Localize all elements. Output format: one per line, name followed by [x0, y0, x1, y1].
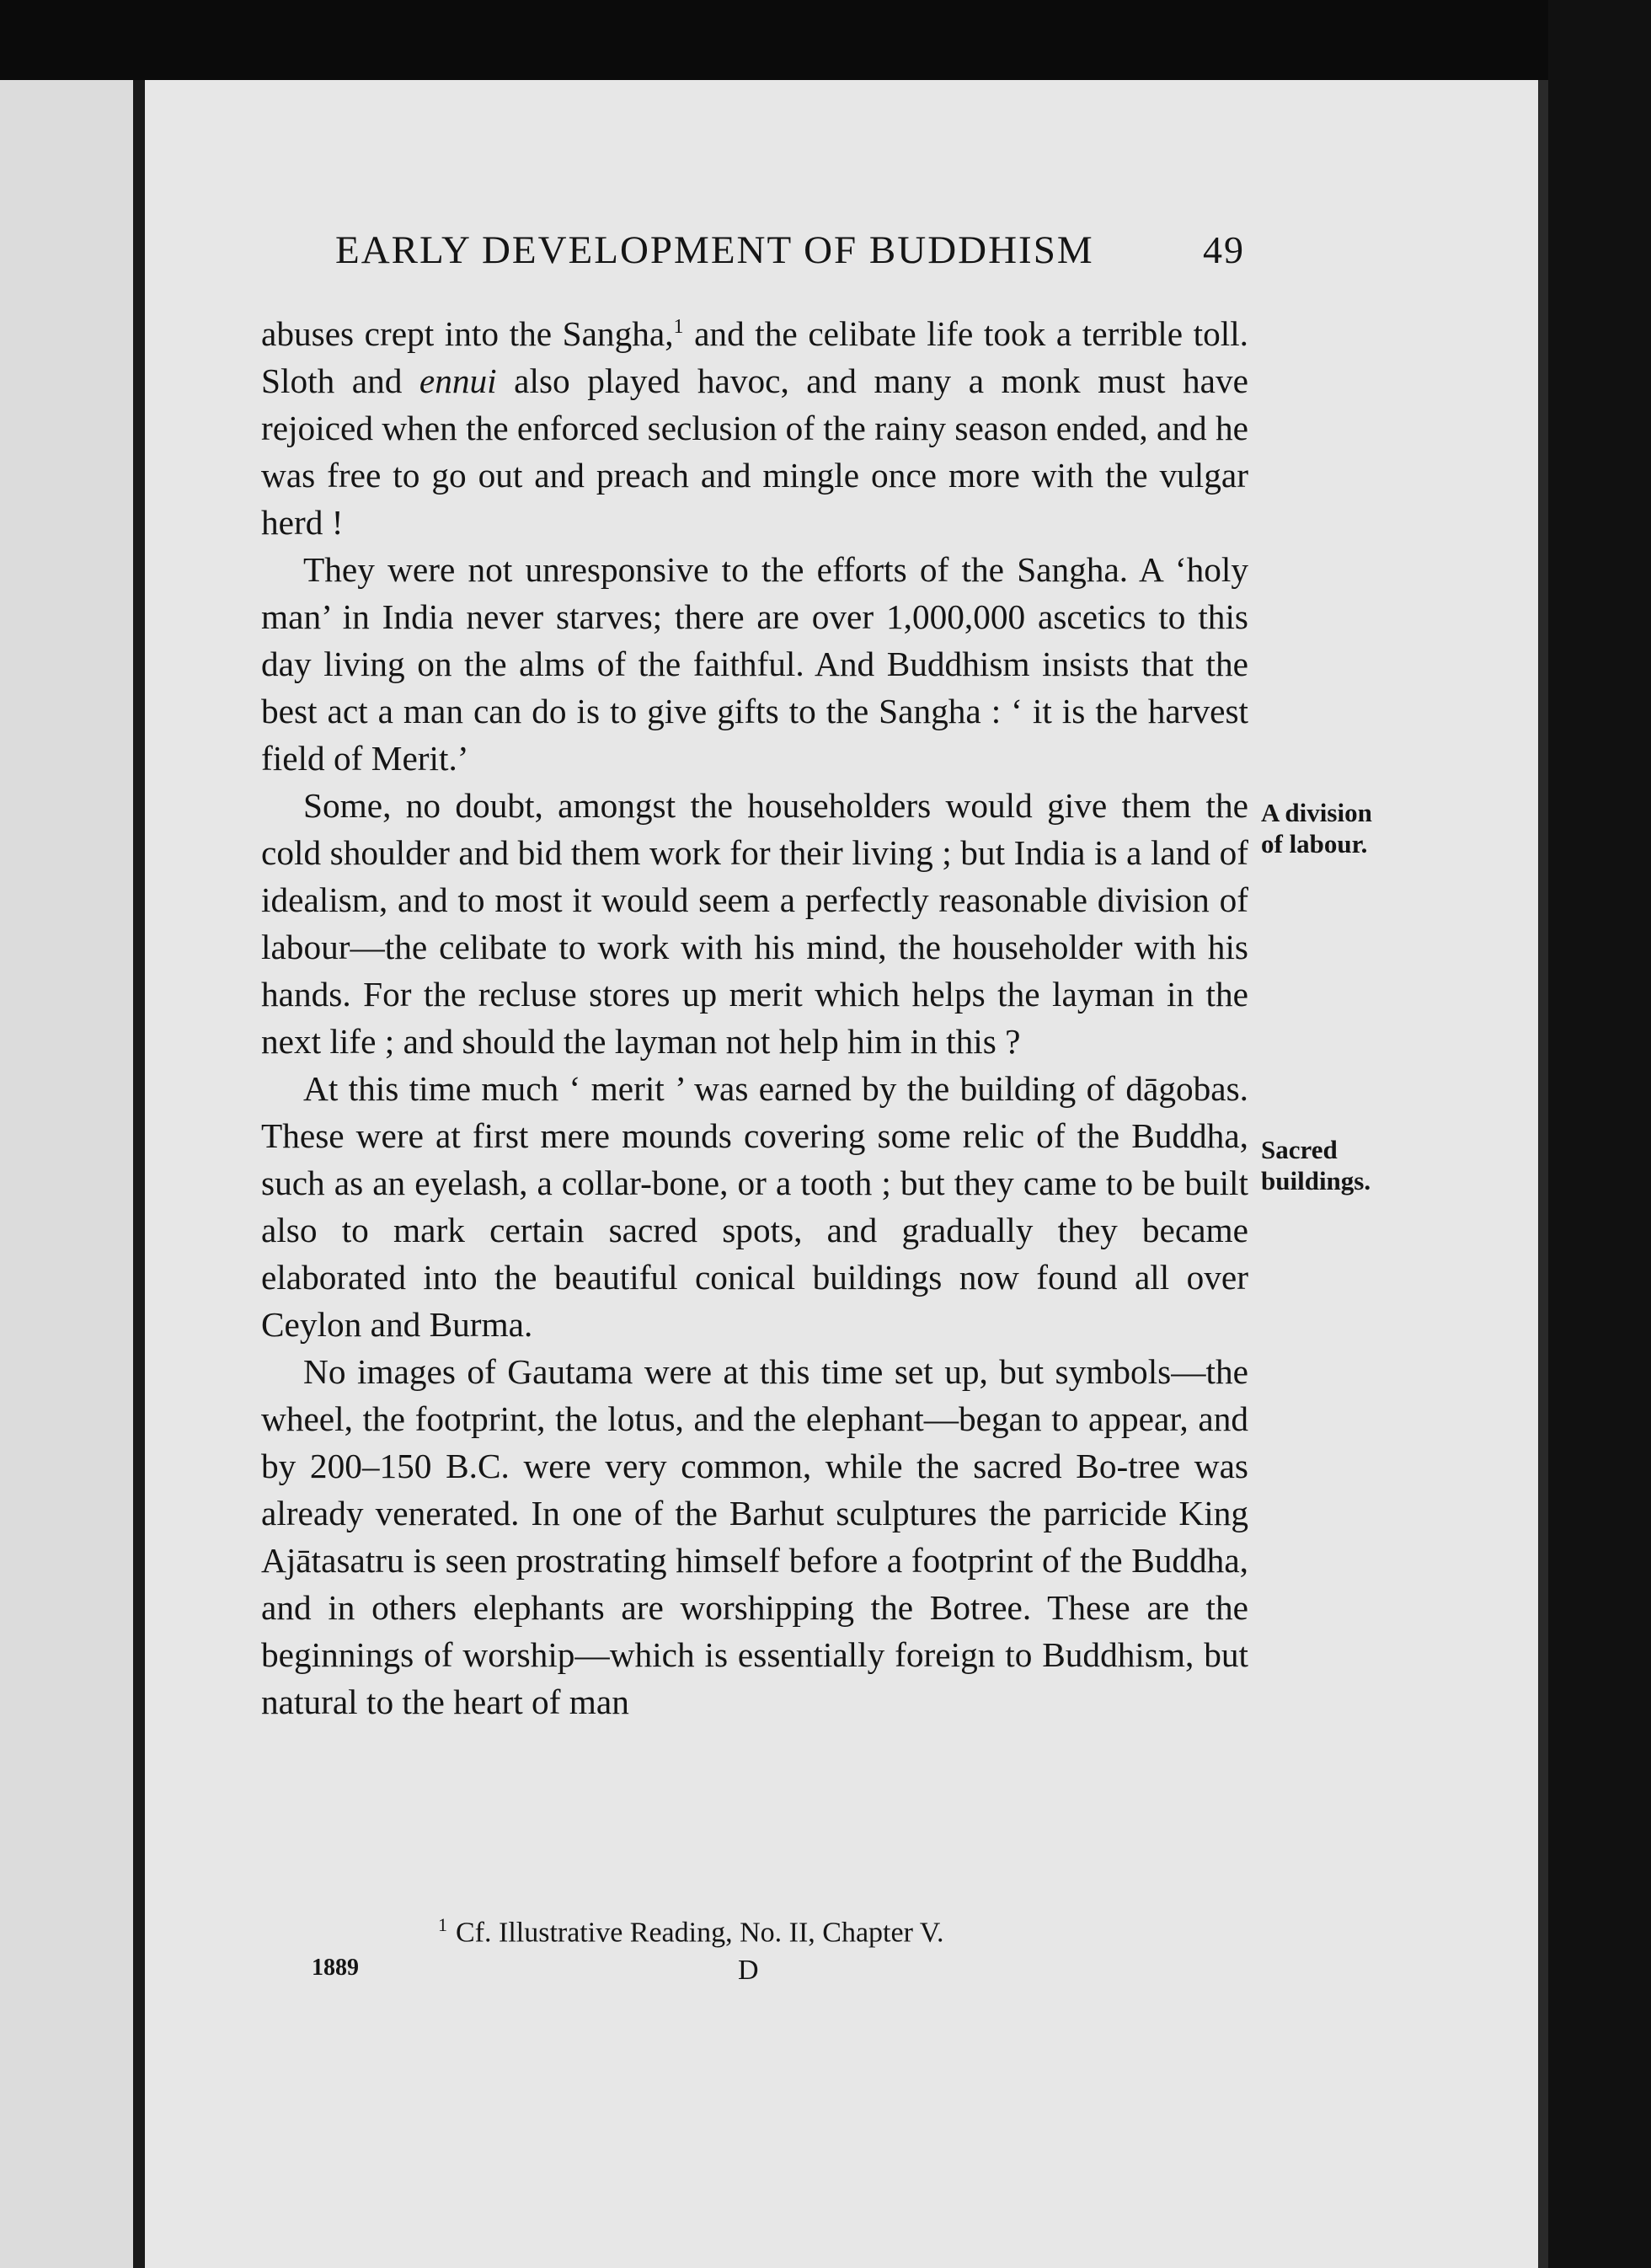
- binding-edge: [133, 80, 145, 2268]
- scan-right-border: [1548, 0, 1651, 2268]
- paragraph-3: Some, no doubt, amongst the householders would give them the cold shoulder and bid them work for their living ; but India is a land of idealism, and to most it would seem a perfectly reasonable division of labour—the celibate to work with his mind, the householder with his hands. For the recluse stores up merit which helps the layman in the next life ; and should the layman not help him in this ?: [261, 786, 1248, 1061]
- footnote-mark: 1: [438, 1914, 447, 1935]
- page-right-edge: [1538, 80, 1548, 2268]
- sidenote-2-line-2: buildings.: [1261, 1166, 1371, 1196]
- body-text: [261, 310, 1248, 1725]
- paragraph-1-middle: and the celibate life took a terrible toll. Sloth and: [261, 314, 1248, 400]
- printer-signature-number: 1889: [312, 1955, 359, 1981]
- sidenote-division-of-labour: [1261, 797, 1421, 859]
- paragraph-1-end: also played havoc, and many a monk must have rejoiced when the enforced seclusion of the rainy season ended, and he was free to go out and preach and mingle once more with the vulgar herd !: [261, 361, 1248, 542]
- paragraph-1-italic: ennui: [419, 361, 497, 400]
- paragraph-5: No images of Gautama were at this time set up, but symbols—the wheel, the footprint, the lotus, and the elephant—began to appear, and by 200–150 B.C. were very common, while the sacred Bo-tree was already venerated. In one of the Barhut sculptures the parricide King Ajātasatru is seen prostrating himself before a footprint of the Buddha, and in others elephants are worshipping the Botree. These are the beginnings of worship—which is essentially foreign to Buddhism, but natural to the heart of man: [261, 1352, 1248, 1721]
- page-left-margin: [0, 80, 133, 2268]
- paragraph-1-start: abuses crept into the Sangha,: [261, 314, 674, 353]
- signature-letter: D: [738, 1955, 759, 1986]
- running-head-title: EARLY DEVELOPMENT OF BUDDHISM: [335, 228, 1094, 272]
- paragraph-1: [261, 310, 1248, 546]
- footnote-reference: 1: [673, 316, 684, 339]
- footnote-text: Cf. Illustrative Reading, No. II, Chapter V.: [456, 1917, 944, 1949]
- paragraph-2: They were not unresponsive to the efforts of the Sangha. A ‘holy man’ in India never starves; there are over 1,000,000 ascetics to this day living on the alms of the faithful. And Buddhism insists that the best act a man can do is to give gifts to the Sangha : ‘ it is the harvest field of Merit.’: [261, 550, 1248, 778]
- sidenote-1-line-1: A division: [1261, 798, 1372, 827]
- footnote: [438, 1914, 943, 1949]
- sidenote-sacred-buildings: [1261, 1134, 1421, 1196]
- running-head: [335, 227, 1245, 273]
- paragraph-4: At this time much ‘ merit ’ was earned by the building of dāgobas. These were at first mere mounds covering some relic of the Buddha, such as an eyelash, a collar-bone, or a tooth ; but they came to be built also to mark certain sacred spots, and gradually they became elaborated into the beautiful conical buildings now found all over Ceylon and Burma.: [261, 1069, 1248, 1344]
- sidenote-1-line-2: of labour.: [1261, 829, 1368, 859]
- page-number: 49: [1203, 228, 1245, 271]
- sidenote-2-line-1: Sacred: [1261, 1135, 1338, 1164]
